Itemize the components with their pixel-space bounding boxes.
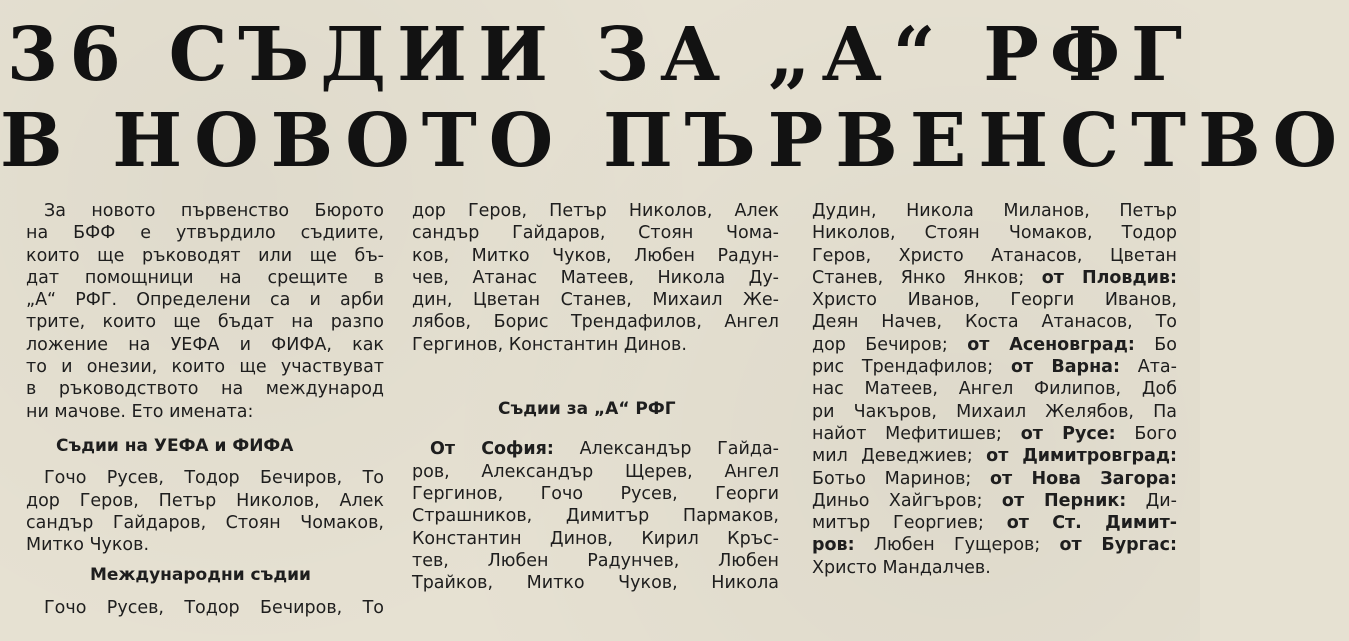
article-column-2 [412,200,779,594]
text-line [812,267,1177,289]
city-label: от Нова Загора: [990,468,1177,489]
text-fragment: Ботьо Маринов; [812,468,972,489]
text-line [812,534,1177,556]
text-fragment: найот Мефитишев; [812,423,1002,444]
headline-line-1: 36 СЪДИИ ЗА „А“ РФГ [6,12,1194,98]
text-line: сандър Гайдаров, Стоян Чома- [412,223,779,244]
text-fragment: Станев, Янко Янков; [812,267,1025,288]
text-fragment: Любен Гущеров; [873,535,1041,556]
text-fragment: Диньо Хайгъров; [812,490,983,511]
text-line: които ще ръководят или ще бъ- [26,245,384,266]
text-line: Страшников, Димитър Пармаков, [412,506,779,527]
city-label: от Димитровград: [986,446,1177,467]
text-line [812,423,1177,445]
text-fragment: мил Деведжиев; [812,446,973,467]
text-line: сандър Гайдаров, Стоян Чомаков, [26,512,384,533]
text-line: Дудин, Никола Миланов, Петър [812,201,1177,221]
text-line [812,468,1177,490]
city-label: от Варна: [1010,357,1120,378]
text-line: Деян Начев, Коста Атанасов, То [812,312,1177,333]
text-line: ков, Митко Чуков, Любен Радун- [412,245,779,266]
city-label: от Асеновград: [967,334,1135,355]
text-line [812,490,1177,512]
text-line: трите, които ще бъдат на разпо [26,312,384,333]
text-line [412,438,779,460]
text-line: Гочо Русев, Тодор Бечиров, То [44,468,384,489]
text-line: дор Геров, Петър Николов, Алек [26,490,384,511]
city-label: от Бургас: [1059,535,1177,556]
text-line [812,334,1177,356]
text-line: Гергинов, Константин Динов. [412,334,687,355]
text-line: Трайков, Митко Чуков, Никола [412,573,779,594]
text-line: Константин Динов, Кирил Кръс- [412,528,779,549]
city-label: от Пловдив: [1041,267,1177,288]
text-line: Митко Чуков. [26,535,150,556]
text-line [812,512,1177,534]
article-column-1 [26,200,384,619]
text-line: дин, Цветан Станев, Михаил Же- [412,290,779,311]
text-line: чев, Атанас Матеев, Никола Ду- [412,267,779,288]
headline-line-2: В НОВОТО ПЪРВЕНСТВО [0,98,1349,184]
subheading-uefa-fifa: Съдии на УЕФА и ФИФА [56,435,294,456]
text-line: ложение на УЕФА и ФИФА, как [26,334,384,355]
text-line [812,356,1177,378]
subheading-international: Международни съдии [90,565,311,586]
text-line: Гергинов, Гочо Русев, Георги [412,483,779,504]
text-line: то и онезии, които ще участвуват [26,357,384,378]
text-line: лябов, Борис Трендафилов, Ангел [412,312,779,333]
text-line: дор Геров, Петър Николов, Алек [412,201,779,221]
subheading-a-rfg: Съдии за „А“ РФГ [498,399,676,420]
text-line: Христо Иванов, Георги Иванов, [812,290,1177,311]
text-line: ри Чакъров, Михаил Желябов, Па [812,401,1177,422]
text-fragment: дор Бечиров; [812,334,948,355]
text-line: Гочо Русев, Тодор Бечиров, То [44,597,384,618]
text-fragment: митър Георгиев; [812,513,984,534]
text-fragment: Александър Гайда- [579,439,779,460]
text-line: За новото първенство Бюрото [44,201,384,221]
text-fragment: рис Трендафилов; [812,357,994,378]
text-line: Христо Мандалчев. [812,557,991,578]
text-fragment: Ди- [1145,490,1177,511]
city-label: От София: [430,439,554,460]
text-line: нас Матеев, Ангел Филипов, Доб [812,379,1177,400]
text-fragment: Бо [1154,334,1177,355]
text-line: дат помощници на срещите в [26,267,384,288]
city-label: ров: [812,535,855,556]
text-fragment: Бого [1134,423,1177,444]
text-line: тев, Любен Радунчев, Любен [412,550,779,571]
text-line: „А“ РФГ. Определени са и арби [26,290,384,311]
text-line: Николов, Стоян Чомаков, Тодор [812,223,1177,244]
text-line: ни мачове. Ето имената: [26,401,254,422]
text-fragment: Ата- [1137,357,1177,378]
city-label: от Русе: [1020,423,1116,444]
city-label: от Ст. Димит- [1006,513,1177,534]
text-line: Геров, Христо Атанасов, Цветан [812,245,1177,266]
city-label: от Перник: [1001,490,1127,511]
text-line: в ръководството на международ [26,379,384,400]
text-line: на БФФ е утвърдило съдиите, [26,223,384,244]
text-line [812,445,1177,467]
text-line: ров, Александър Щерев, Ангел [412,461,779,482]
article-column-3 [812,200,1177,579]
